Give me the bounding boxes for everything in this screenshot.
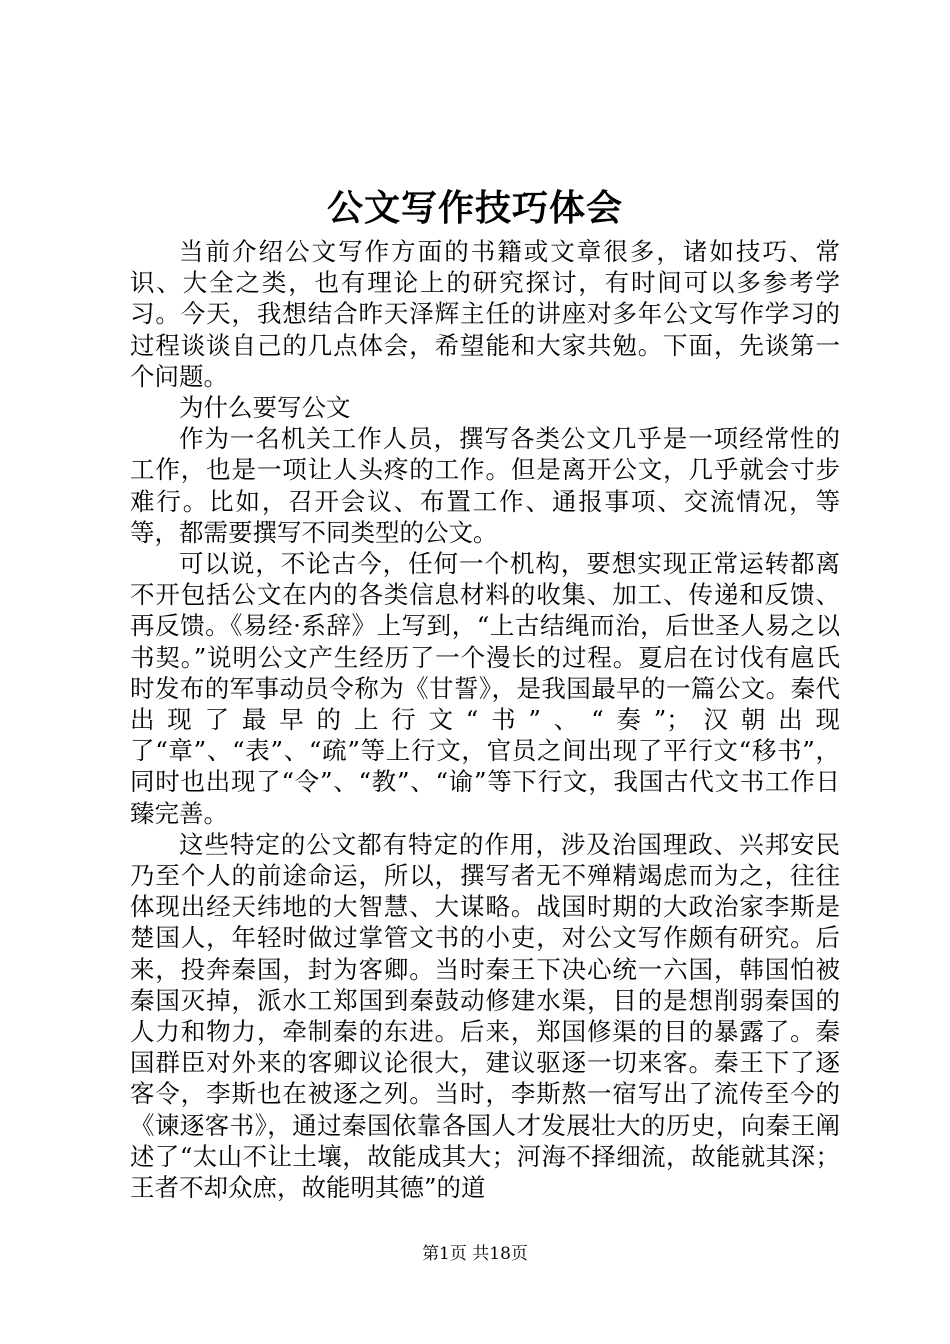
paragraph: 作为一名机关工作人员，撰写各类公文几乎是一项经常性的工作，也是一项让人头疼的工作。但是离开公文，几乎就会寸步难行。比如，召开会议、布置工作、通报事项、交流情况，等等，都需要撰写不同类型的公文。: [130, 424, 840, 547]
document-body: [130, 236, 840, 1203]
paragraph: 这些特定的公文都有特定的作用，涉及治国理政、兴邦安民乃至个人的前途命运，所以，撰写者无不殚精竭虑而为之，往往体现出经天纬地的大智慧、大谋略。战国时期的大政治家李斯是楚国人，年轻时做过掌管文书的小吏，对公文写作颇有研究。后来，投奔秦国，封为客卿。当时秦王下决心统一六国，韩国怕被秦国灭掉，派水工郑国到秦鼓动修建水渠，目的是想削弱秦国的人力和物力，牵制秦的东进。后来，郑国修渠的目的暴露了。秦国群臣对外来的客卿议论很大，建议驱逐一切来客。秦王下了逐客令，李斯也在被逐之列。当时，李斯熬一宿写出了流传至今的《谏逐客书》，通过秦国依靠各国人才发展壮大的历史，向秦王阐述了“太山不让土壤，故能成其大；河海不择细流，故能就其深；王者不却众庶，故能明其德”的道: [130, 829, 840, 1203]
section-heading: 为什么要写公文: [179, 393, 351, 423]
paragraph-intro: 当前介绍公文写作方面的书籍或文章很多，诸如技巧、常识、大全之类，也有理论上的研究探讨，有时间可以多参考学习。今天，我想结合昨天泽辉主任的讲座对多年公文写作学习的过程谈谈自己的几点体会，希望能和大家共勉。下面，先谈第一个问题。: [130, 237, 840, 391]
page-number-footer: 第1页 共18页: [422, 1244, 528, 1264]
paragraph: 可以说，不论古今，任何一个机构，要想实现正常运转都离不开包括公文在内的各类信息材料的收集、加工、传递和反馈、再反馈。《易经·系辞》上写到，“上古结绳而治，后世圣人易之以书契。”说明公文产生经历了一个漫长的过程。夏启在讨伐有扈氏时发布的军事动员令称为《甘誓》，是我国最早的一篇公文。秦代出现了最早的上行文“书”、“奏”；汉朝出现了“章”、“表”、“疏”等上行文，官员之间出现了平行文“移书”，同时也出现了“令”、“教”、“谕”等下行文，我国古代文书工作日臻完善。: [130, 549, 840, 828]
document-title: 公文写作技巧体会: [326, 187, 623, 229]
